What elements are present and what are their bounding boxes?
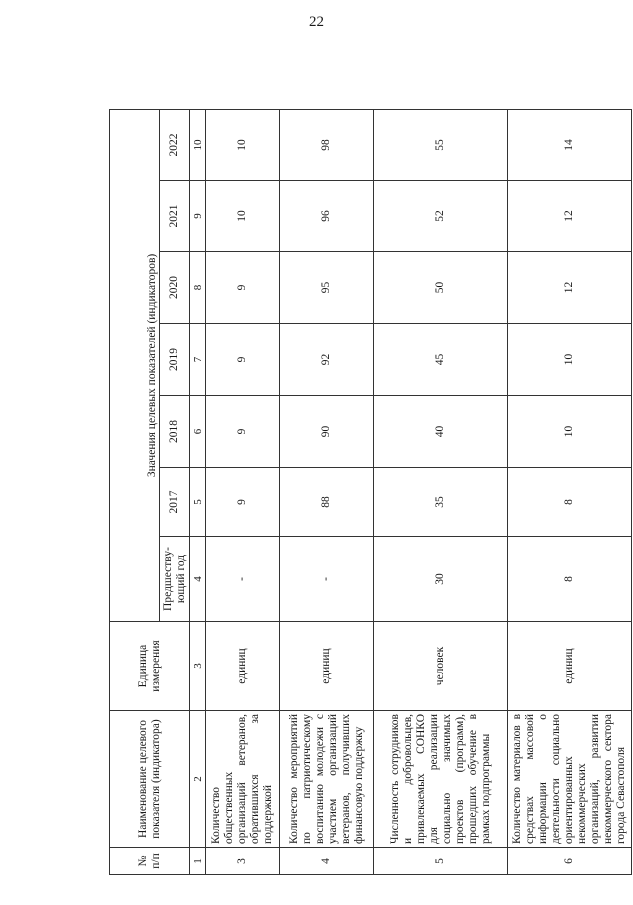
column-number: 6 <box>190 396 206 468</box>
prev-year-value: 30 <box>374 537 508 622</box>
year-value: 12 <box>508 181 632 252</box>
prev-year-value: - <box>206 537 280 622</box>
header-year: 2019 <box>160 324 190 396</box>
prev-year-value: - <box>280 537 374 622</box>
year-value: 92 <box>280 324 374 396</box>
row-number: 4 <box>280 848 374 875</box>
column-number: 8 <box>190 252 206 324</box>
header-year: 2018 <box>160 396 190 468</box>
indicator-unit: единиц <box>508 622 632 711</box>
year-value: 50 <box>374 252 508 324</box>
header-year: 2021 <box>160 181 190 252</box>
indicator-unit: человек <box>374 622 508 711</box>
column-number: 3 <box>190 622 206 711</box>
header-prev-year: Предшеству-ющий год <box>160 537 190 622</box>
year-value: 96 <box>280 181 374 252</box>
year-value: 95 <box>280 252 374 324</box>
year-value: 10 <box>508 324 632 396</box>
year-value: 9 <box>206 468 280 537</box>
year-value: 9 <box>206 396 280 468</box>
header-year: 2017 <box>160 468 190 537</box>
column-number: 4 <box>190 537 206 622</box>
column-number: 5 <box>190 468 206 537</box>
year-value: 14 <box>508 109 632 180</box>
header-unit: Единица измерения <box>110 622 190 711</box>
column-number: 10 <box>190 109 206 180</box>
indicator-unit: единиц <box>206 622 280 711</box>
header-values-group: Значения целевых показателей (индикаторов) <box>110 109 160 621</box>
year-value: 9 <box>206 252 280 324</box>
table-row <box>280 109 374 874</box>
year-value: 55 <box>374 109 508 180</box>
header-name: Наименование целевого показателя (индикатора) <box>110 711 190 848</box>
year-value: 12 <box>508 252 632 324</box>
indicator-name: Количество материалов в средствах массовой информации о деятельности социально ориентированных некоммерческих организаций, развитии некоммерческого сектора города Севастополя <box>508 711 632 848</box>
year-value: 35 <box>374 468 508 537</box>
year-value: 90 <box>280 396 374 468</box>
year-value: 10 <box>508 396 632 468</box>
column-numbers-row <box>190 109 206 874</box>
year-value: 52 <box>374 181 508 252</box>
indicator-unit: единиц <box>280 622 374 711</box>
column-number: 2 <box>190 711 206 848</box>
rotated-table-wrapper <box>109 110 631 875</box>
year-value: 98 <box>280 109 374 180</box>
indicator-name: Численность сотрудников и добровольцев, привлекаемых СОНКО для реализации социально значимых проектов (программ), прошедших обучение в рамках подпрограммы <box>374 711 508 848</box>
year-value: 88 <box>280 468 374 537</box>
year-value: 40 <box>374 396 508 468</box>
indicator-name: Количество мероприятий по патриотическому воспитанию молодежи с участием организаций ветеранов, получивших финансовую поддержку <box>280 711 374 848</box>
column-number: 7 <box>190 324 206 396</box>
year-value: 9 <box>206 324 280 396</box>
year-value: 45 <box>374 324 508 396</box>
table-row <box>206 109 280 874</box>
column-number: 1 <box>190 848 206 875</box>
year-value: 10 <box>206 181 280 252</box>
row-number: 6 <box>508 848 632 875</box>
header-year: 2020 <box>160 252 190 324</box>
year-value: 10 <box>206 109 280 180</box>
indicators-table <box>109 109 632 875</box>
row-number: 3 <box>206 848 280 875</box>
column-number: 9 <box>190 181 206 252</box>
header-num: № п/п <box>110 848 190 875</box>
page-number: 22 <box>309 14 324 30</box>
year-value: 8 <box>508 468 632 537</box>
indicator-name: Количество общественных организаций ветеранов, обратившихся за поддержкой <box>206 711 280 848</box>
table-row <box>374 109 508 874</box>
row-number: 5 <box>374 848 508 875</box>
table-row <box>508 109 632 874</box>
header-year: 2022 <box>160 109 190 180</box>
prev-year-value: 8 <box>508 537 632 622</box>
